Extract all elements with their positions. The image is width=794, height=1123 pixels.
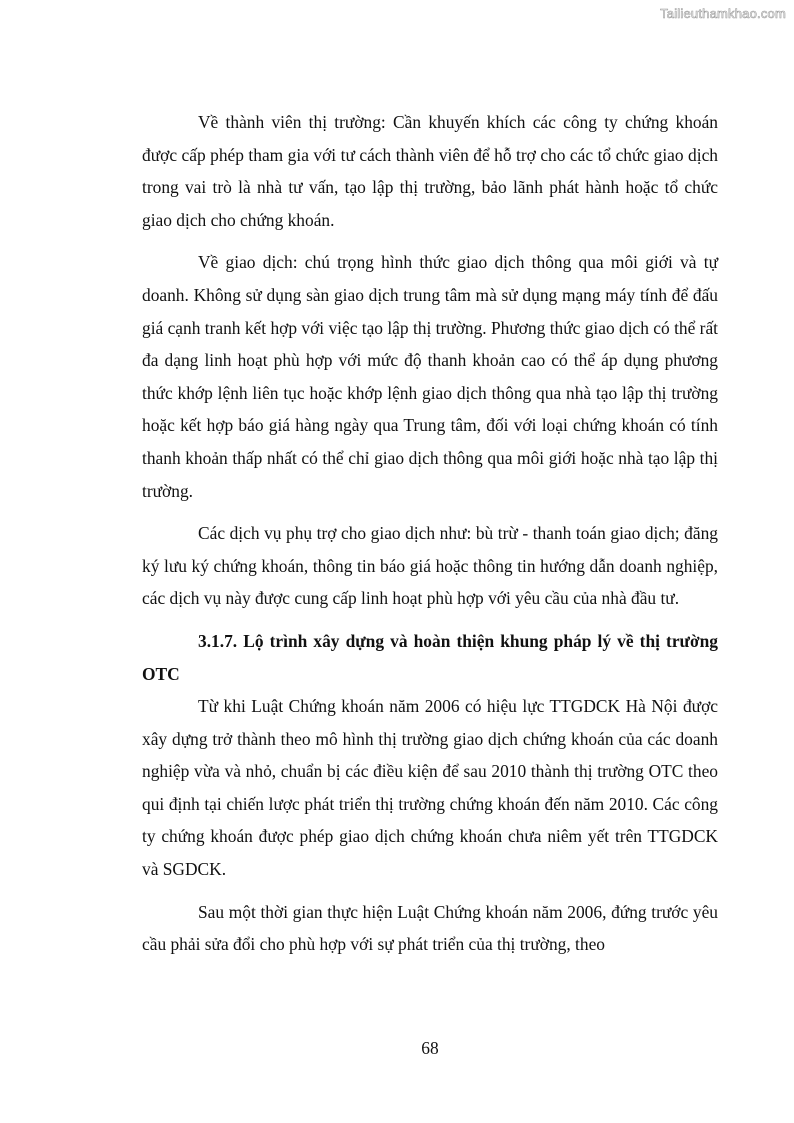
paragraph-after-implementation: Sau một thời gian thực hiện Luật Chứng khoán năm 2006, đứng trước yêu cầu phải sửa đổi cho phù hợp với sự phát triển của thị trường, theo xyxy=(142,901,718,955)
paragraph-trading: Về giao dịch: chú trọng hình thức giao dịch thông qua môi giới và tự doanh. Không sử dụng sàn giao dịch trung tâm mà sử dụng mạng máy tính để đấu giá cạnh tranh kết hợp với việc tạo lập thị trường. Phương thức giao dịch có thể rất đa dạng linh hoạt phù hợp với mức độ thanh khoản cao có thể áp dụng phương thức khớp lệnh liên tục hoặc khớp lệnh giao dịch thông qua nhà tạo lập thị trường hoặc kết hợp báo giá hàng ngày qua Trung tâm, đối với loại chứng khoán có tính thanh khoản thấp nhất có thể chỉ giao dịch thông qua môi giới hoặc nhà tạo lập thị trường. xyxy=(142,252,719,501)
section-heading: 3.1.7. Lộ trình xây dựng và hoàn thiện khung pháp lý về thị trường OTC xyxy=(142,630,718,684)
paragraph-law-2006: Từ khi Luật Chứng khoán năm 2006 có hiệu lực TTGDCK Hà Nội được xây dựng trở thành theo mô hình thị trường giao dịch chứng khoán của các doanh nghiệp vừa và nhỏ, chuẩn bị các điều kiện để sau 2010 thành thị trường OTC theo qui định tại chiến lược phát triển thị trường chứng khoán đến năm 2010. Các công ty chứng khoán được phép giao dịch chứng khoán chưa niêm yết trên TTGDCK và SGDCK. xyxy=(142,696,718,880)
watermark-text: Tailieuthamkhao.com xyxy=(660,6,786,21)
paragraph-support-services: Các dịch vụ phụ trợ cho giao dịch như: bù trừ - thanh toán giao dịch; đăng ký lưu ký chứng khoán, thông tin báo giá hoặc thông tin hướng dẫn doanh nghiệp, các dịch vụ này được cung cấp linh hoạt phù hợp với yêu cầu của nhà đầu tư. xyxy=(142,523,718,609)
paragraph-market-members: Về thành viên thị trường: Cần khuyến khích các công ty chứng khoán được cấp phép tham gia với tư cách thành viên để hỗ trợ cho các tổ chức giao dịch trong vai trò là nhà tư vấn, tạo lập thị trường, bảo lãnh phát hành hoặc tổ chức giao dịch cho chứng khoán. xyxy=(142,112,718,230)
page-number: 68 xyxy=(421,1038,439,1058)
page-content xyxy=(142,106,718,971)
